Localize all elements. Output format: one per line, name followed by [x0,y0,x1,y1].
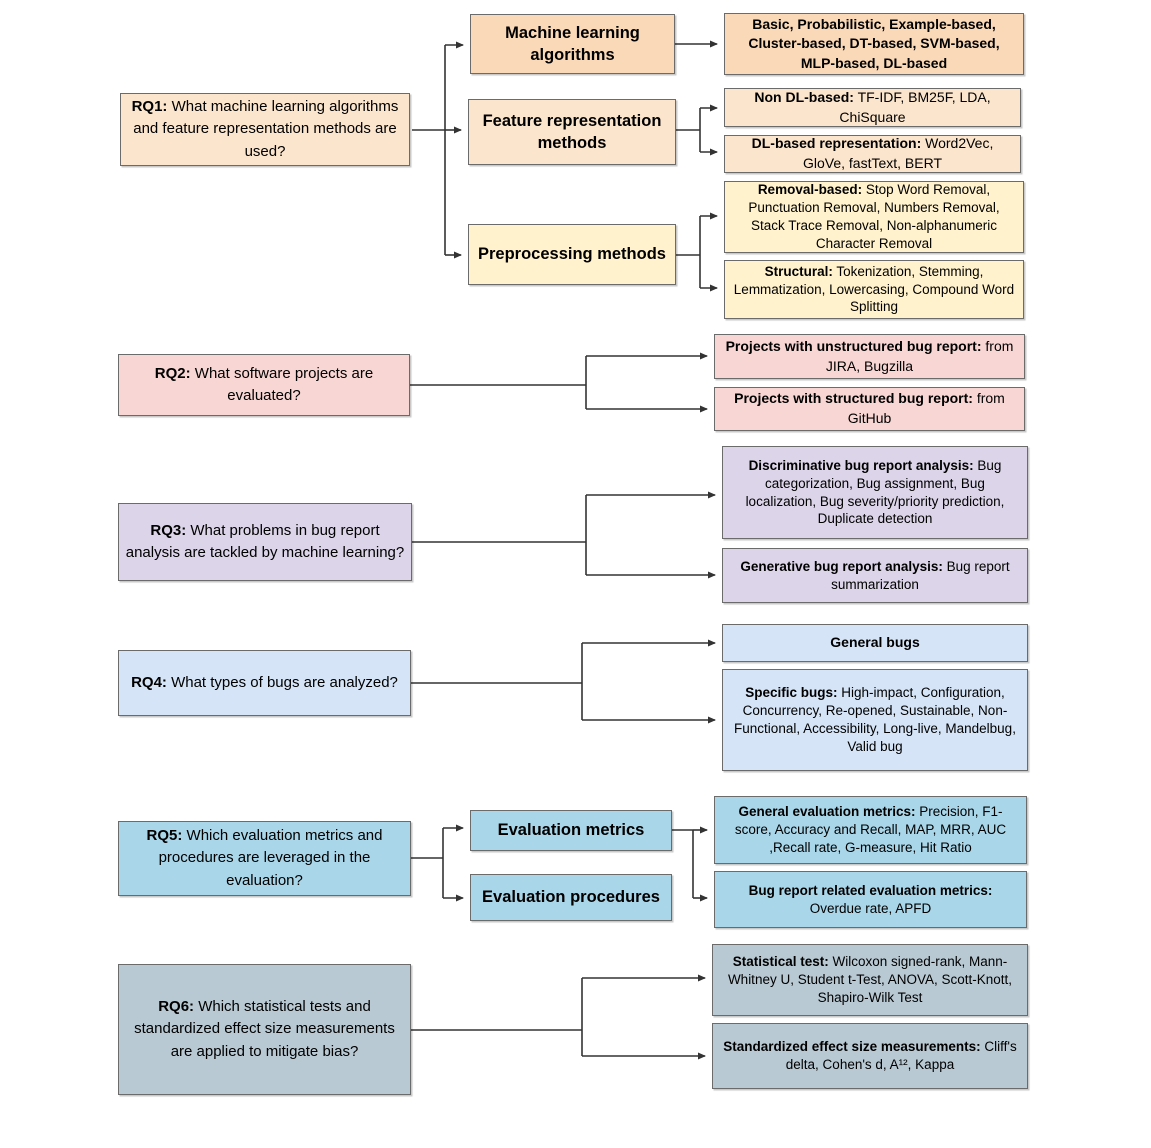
connector-rq6 [411,978,705,1056]
structural-preprocessing-box [724,260,1024,319]
general-bugs-box [722,624,1028,662]
rq2-text: What software projects are evaluated? [190,364,374,404]
discriminative-analysis-label: Discriminative bug report analysis: [748,457,974,473]
non-dl-based-text: TF-IDF, BM25F, LDA, ChiSquare [839,88,991,125]
general-evaluation-metrics-box [714,796,1027,864]
rq4-text: What types of bugs are analyzed? [166,673,398,691]
rq1-label: RQ1: [131,97,168,115]
non-dl-based-label: Non DL-based: [754,88,854,105]
rq4-question-box [118,650,411,716]
removal-based-box [724,181,1024,253]
general-evaluation-metrics-label: General evaluation metrics: [738,804,916,820]
rq6-question-box [118,964,411,1095]
bug-report-metrics-label: Bug report related evaluation metrics: [748,882,993,898]
statistical-test-label: Statistical test: [732,954,829,970]
specific-bugs-text: High-impact, Configuration, Concurrency, Re-opened, Sustainable, Non-Functional, Accessibility, Long-live, Mandelbug, Valid bug [734,685,1016,754]
specific-bugs-box [722,669,1028,771]
rq5-text: Which evaluation metrics and procedures are leveraged in the evaluation? [158,826,383,889]
evaluation-procedures-box [470,874,672,921]
generative-analysis-text: Bug report summarization [831,558,1010,592]
general-bugs-label: General bugs [830,634,920,651]
structural-preprocessing-text: Tokenization, Stemming, Lemmatization, Lowercasing, Compound Word Splitting [733,263,1015,315]
generative-analysis-box [722,548,1028,603]
effect-size-label: Standardized effect size measurements: [723,1039,981,1055]
removal-based-label: Removal-based: [757,182,863,198]
discriminative-analysis-box [722,446,1028,539]
unstructured-bug-report-label: Projects with unstructured bug report: [725,337,982,354]
preprocessing-methods-box [468,224,676,285]
rq1-question-box [120,93,410,166]
dl-based-representation-label: DL-based representation: [751,135,922,152]
rq3-text: What problems in bug report analysis are tackled by machine learning? [125,521,405,561]
preprocessing-methods-label: Preprocessing methods [478,245,666,264]
feature-representation-methods-label: Feature representation methods [482,111,662,152]
specific-bugs-label: Specific bugs: [745,685,838,701]
rq1-text: What machine learning algorithms and feature representation methods are used? [133,97,399,160]
general-evaluation-metrics-text: Precision, F1-score, Accuracy and Recall, MAP, MRR, AUC ,Recall rate, G-measure, Hit Ratio [734,804,1007,855]
dl-based-representation-text: Word2Vec, GloVe, fastText, BERT [802,135,994,171]
connector-rq4 [411,643,715,720]
rq6-label: RQ6: [158,997,195,1015]
structured-bug-report-label: Projects with structured bug report: [734,390,973,407]
connector-rq2 [410,356,707,409]
rq5-label: RQ5: [146,826,183,844]
rq5-question-box [118,821,411,896]
unstructured-bug-report-text: from JIRA, Bugzilla [825,337,1014,374]
removal-based-text: Stop Word Removal, Punctuation Removal, Numbers Removal, Stack Trace Removal, Non-alphanumeric Character Removal [748,182,1000,251]
machine-learning-algorithms-box [470,14,675,74]
statistical-test-text: Wilcoxon signed-rank, Mann-Whitney U, Student t-Test, ANOVA, Scott-Knott, Shapiro-Wilk Test [727,954,1013,1005]
structured-bug-report-box [714,387,1025,431]
structured-bug-report-text: from GitHub [847,390,1005,426]
unstructured-bug-report-box [714,334,1025,379]
connector-rq3 [412,495,715,575]
bug-report-metrics-text: Overdue rate, APFD [809,900,932,916]
ml-algorithm-types-box [724,13,1024,75]
generative-analysis-label: Generative bug report analysis: [740,558,943,574]
non-dl-based-box [724,88,1021,127]
discriminative-analysis-text: Bug categorization, Bug assignment, Bug localization, Bug severity/priority prediction, Duplicate detection [745,457,1005,527]
bug-report-metrics-box [714,871,1027,928]
evaluation-metrics-box [470,810,672,851]
rq2-question-box [118,354,410,416]
machine-learning-algorithms-label: Machine learning algorithms [505,23,640,64]
evaluation-procedures-label: Evaluation procedures [482,888,660,907]
ml-algorithm-types-label: Basic, Probabilistic, Example-based, Cluster-based, DT-based, SVM-based, MLP-based, DL-based [748,15,1000,71]
rq2-label: RQ2: [154,364,191,382]
dl-based-representation-box [724,135,1021,173]
evaluation-metrics-label: Evaluation metrics [497,821,645,840]
rq6-text: Which statistical tests and standardized effect size measurements are applied to mitigate bias? [134,997,395,1060]
rq3-label: RQ3: [150,521,187,539]
statistical-test-box [712,944,1028,1016]
effect-size-box [712,1023,1028,1089]
rq4-label: RQ4: [131,673,167,691]
effect-size-text: Cliff's delta, Cohen's d, A¹², Kappa [785,1039,1017,1072]
feature-representation-methods-box [468,99,676,165]
structural-preprocessing-label: Structural: [764,263,833,279]
rq3-question-box [118,503,412,581]
